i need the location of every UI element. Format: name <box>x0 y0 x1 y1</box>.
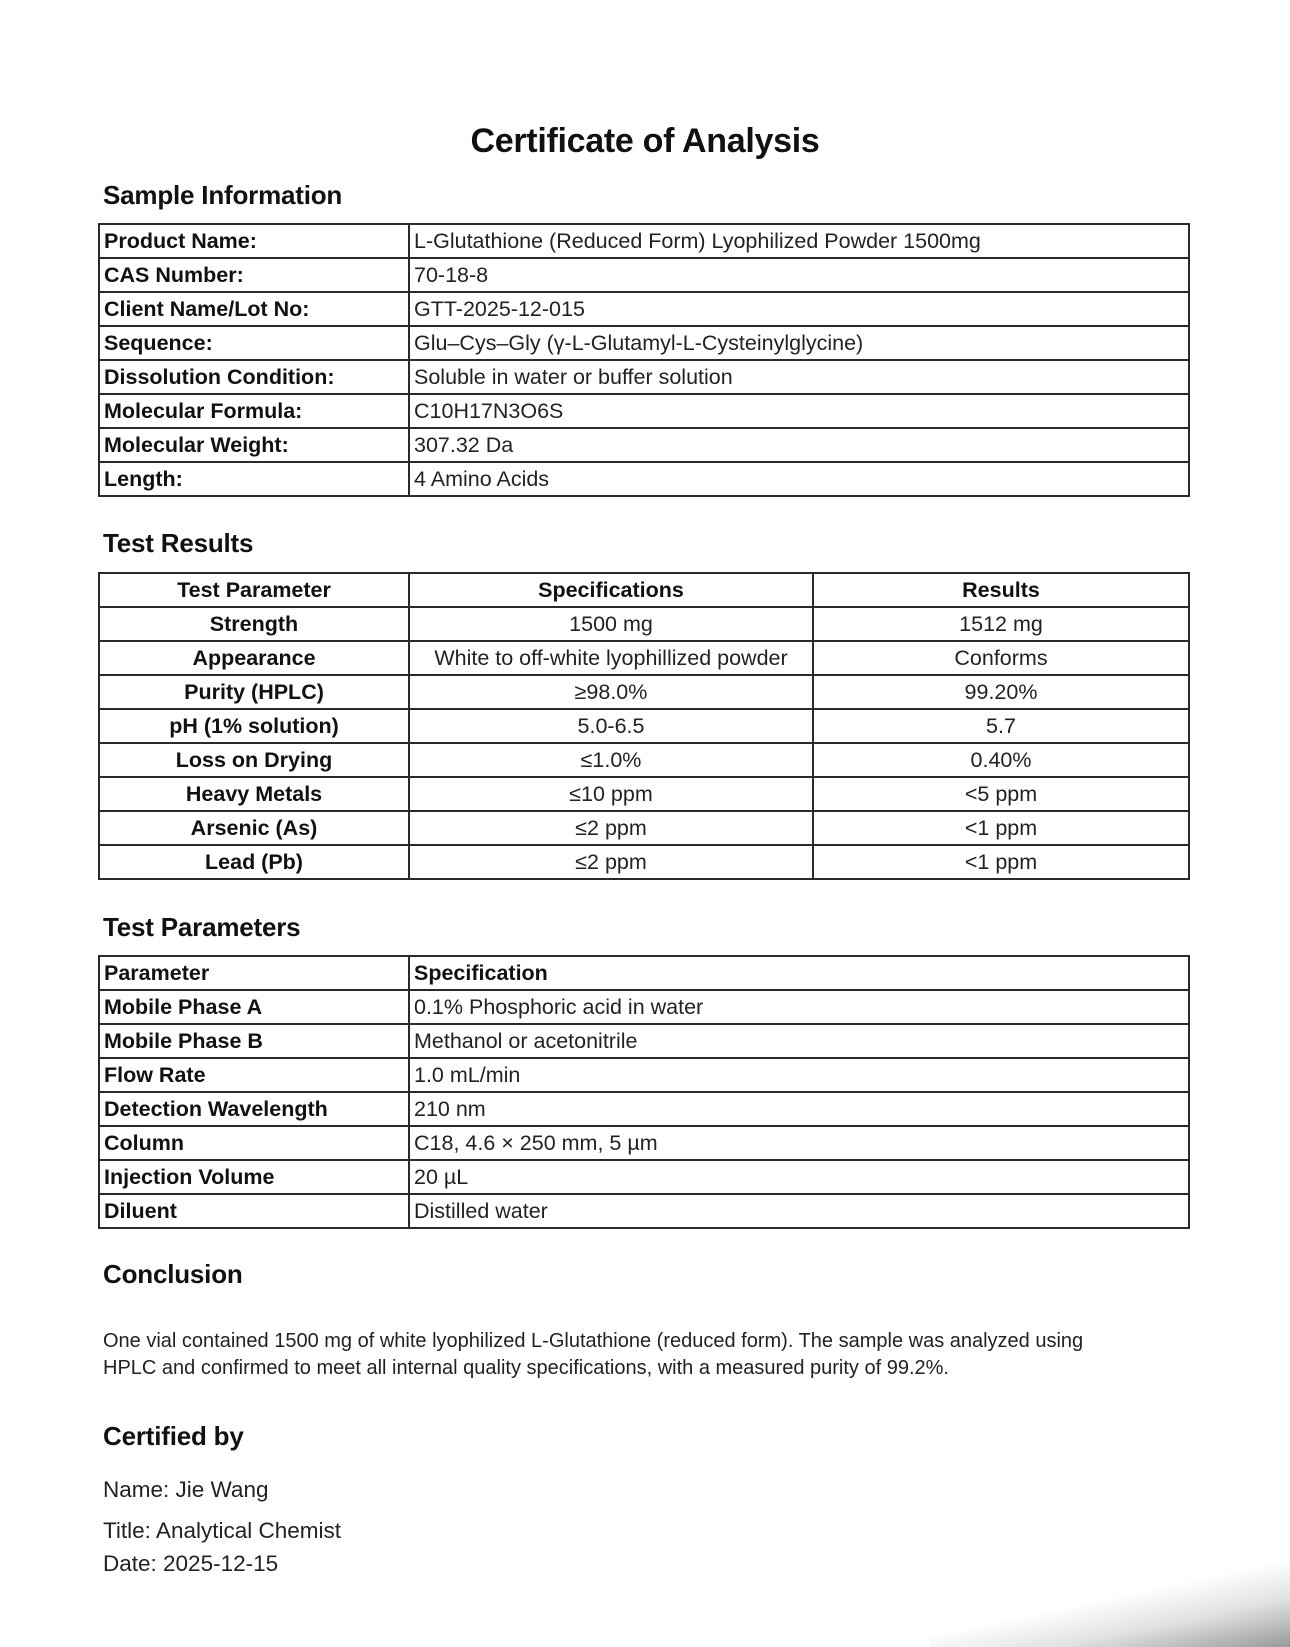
parameter-name: Detection Wavelength <box>99 1092 409 1126</box>
table-row <box>99 675 1189 709</box>
result: <5 ppm <box>813 777 1189 811</box>
test-parameter: Strength <box>99 607 409 641</box>
test-parameter: Purity (HPLC) <box>99 675 409 709</box>
parameter-specification: Distilled water <box>409 1194 1189 1228</box>
table-row <box>99 777 1189 811</box>
row-label: Molecular Weight: <box>99 428 409 462</box>
table-row <box>99 709 1189 743</box>
column-header-results: Results <box>813 573 1189 607</box>
result: <1 ppm <box>813 845 1189 879</box>
result: 0.40% <box>813 743 1189 777</box>
table-row <box>99 990 1189 1024</box>
row-label: Client Name/Lot No: <box>99 292 409 326</box>
test-parameter: Arsenic (As) <box>99 811 409 845</box>
column-header-specification: Specification <box>409 956 1189 990</box>
test-results-table <box>98 572 1190 880</box>
row-label: Sequence: <box>99 326 409 360</box>
row-label: Molecular Formula: <box>99 394 409 428</box>
table-row <box>99 743 1189 777</box>
sample-information-heading: Sample Information <box>103 180 343 210</box>
column-header-test-parameter: Test Parameter <box>99 573 409 607</box>
row-value: L-Glutathione (Reduced Form) Lyophilized Powder 1500mg <box>409 224 1189 258</box>
parameter-name: Injection Volume <box>99 1160 409 1194</box>
table-row <box>99 394 1189 428</box>
specification: ≤2 ppm <box>409 845 813 879</box>
parameter-specification: 1.0 mL/min <box>409 1058 1189 1092</box>
row-value: C10H17N3O6S <box>409 394 1189 428</box>
table-row <box>99 360 1189 394</box>
test-parameter: Lead (Pb) <box>99 845 409 879</box>
test-parameter: Heavy Metals <box>99 777 409 811</box>
row-value: Soluble in water or buffer solution <box>409 360 1189 394</box>
conclusion-line-1: One vial contained 1500 mg of white lyophilized L-Glutathione (reduced form). The sample was analyzed using <box>103 1330 1084 1352</box>
row-value: 307.32 Da <box>409 428 1189 462</box>
parameter-specification: 210 nm <box>409 1092 1189 1126</box>
certifier-title: Title: Analytical Chemist <box>103 1518 341 1543</box>
certifier-name: Name: Jie Wang <box>103 1477 269 1502</box>
conclusion-line-2: HPLC and confirmed to meet all internal quality specifications, with a measured purity of 99.2%. <box>103 1357 949 1379</box>
row-value: GTT-2025-12-015 <box>409 292 1189 326</box>
table-row <box>99 1160 1189 1194</box>
result: 5.7 <box>813 709 1189 743</box>
specification: ≤10 ppm <box>409 777 813 811</box>
table-row <box>99 428 1189 462</box>
certification-date: Date: 2025-12-15 <box>103 1551 279 1576</box>
table-row <box>99 258 1189 292</box>
parameter-name: Flow Rate <box>99 1058 409 1092</box>
result: 1512 mg <box>813 607 1189 641</box>
specification: White to off-white lyophillized powder <box>409 641 813 675</box>
specification: 5.0-6.5 <box>409 709 813 743</box>
result: 99.20% <box>813 675 1189 709</box>
table-row <box>99 326 1189 360</box>
table-row <box>99 845 1189 879</box>
table-row <box>99 292 1189 326</box>
certified-by-heading: Certified by <box>103 1421 244 1451</box>
document-title: Certificate of Analysis <box>470 122 820 160</box>
table-row <box>99 1092 1189 1126</box>
test-parameters-heading: Test Parameters <box>103 912 301 942</box>
column-header-parameter: Parameter <box>99 956 409 990</box>
table-row <box>99 1194 1189 1228</box>
parameter-specification: C18, 4.6 × 250 mm, 5 µm <box>409 1126 1189 1160</box>
test-parameter: pH (1% solution) <box>99 709 409 743</box>
specification: ≤1.0% <box>409 743 813 777</box>
page-shadow <box>930 1527 1290 1647</box>
sample-information-table <box>98 223 1190 497</box>
parameter-name: Mobile Phase B <box>99 1024 409 1058</box>
parameter-name: Column <box>99 1126 409 1160</box>
table-row <box>99 641 1189 675</box>
row-value: 4 Amino Acids <box>409 462 1189 496</box>
row-label: Product Name: <box>99 224 409 258</box>
test-parameter: Appearance <box>99 641 409 675</box>
table-row <box>99 462 1189 496</box>
test-parameters-table <box>98 955 1190 1229</box>
row-label: Dissolution Condition: <box>99 360 409 394</box>
table-row <box>99 1024 1189 1058</box>
conclusion-text <box>103 1328 1203 1382</box>
table-row <box>99 607 1189 641</box>
column-header-specifications: Specifications <box>409 573 813 607</box>
result: Conforms <box>813 641 1189 675</box>
row-label: CAS Number: <box>99 258 409 292</box>
table-row <box>99 1126 1189 1160</box>
parameter-name: Diluent <box>99 1194 409 1228</box>
table-row <box>99 811 1189 845</box>
result: <1 ppm <box>813 811 1189 845</box>
row-value: 70-18-8 <box>409 258 1189 292</box>
specification: ≤2 ppm <box>409 811 813 845</box>
test-parameter: Loss on Drying <box>99 743 409 777</box>
row-value: Glu–Cys–Gly (γ-L-Glutamyl-L-Cysteinylglycine) <box>409 326 1189 360</box>
parameter-specification: 0.1% Phosphoric acid in water <box>409 990 1189 1024</box>
row-label: Length: <box>99 462 409 496</box>
table-row <box>99 1058 1189 1092</box>
table-header-row <box>99 956 1189 990</box>
conclusion-heading: Conclusion <box>103 1259 243 1289</box>
table-row <box>99 224 1189 258</box>
table-header-row <box>99 573 1189 607</box>
specification: ≥98.0% <box>409 675 813 709</box>
parameter-specification: 20 µL <box>409 1160 1189 1194</box>
parameter-name: Mobile Phase A <box>99 990 409 1024</box>
parameter-specification: Methanol or acetonitrile <box>409 1024 1189 1058</box>
specification: 1500 mg <box>409 607 813 641</box>
test-results-heading: Test Results <box>103 528 254 558</box>
